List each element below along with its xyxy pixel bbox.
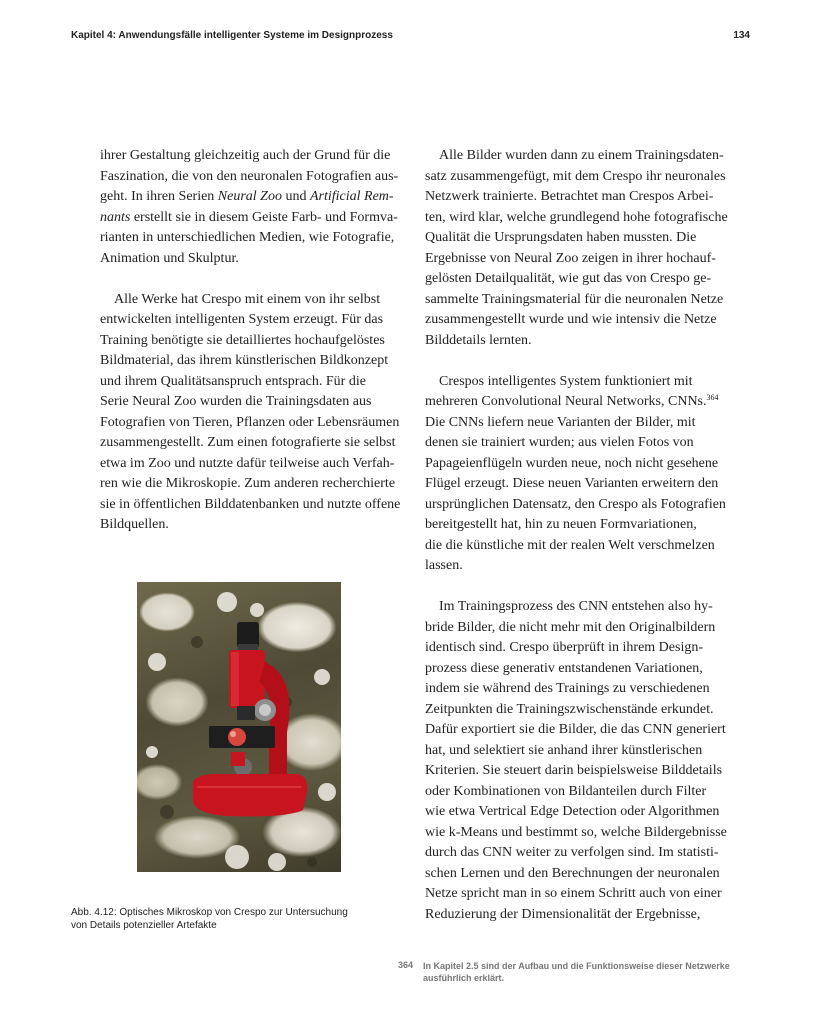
text-line: mehreren Convolutional Neural Networks, CNNs.$^{364}$ xyxy=(425,393,719,409)
text-line: Ergebnisse von Neural Zoo zeigen in ihrer hochauf- xyxy=(425,250,716,266)
text-line: Bilddetails lernten. xyxy=(425,332,532,348)
text-line: Training benötigte sie detailliertes hochaufgelöstes xyxy=(100,332,385,348)
italic-series-title: nants xyxy=(100,209,131,225)
text-run: erstellt sie in diesem Geiste Farb- und Formva- xyxy=(130,209,398,225)
footnote-line: ausführlich erklärt. xyxy=(423,973,505,983)
text-run: und xyxy=(281,189,310,204)
microscope-photo xyxy=(137,582,341,872)
footnote-reference[interactable]: 364 xyxy=(706,393,719,402)
text-line: bereitgestellt hat, hin zu neuen Formvariationen, xyxy=(425,517,697,532)
text-line: schen Lernen und den Berechnungen der neuronalen xyxy=(425,865,720,881)
caption-line: von Details potenzieller Artefakte xyxy=(71,920,217,931)
text-line: wie etwa Vertrical Edge Detection oder Algorithmen xyxy=(425,804,720,819)
text-line: Im Trainingsprozess des CNN entstehen also hy- xyxy=(439,599,713,614)
text-line: Bildquellen. xyxy=(100,517,169,532)
text-line: die die künstliche mit der realen Welt verschmelzen xyxy=(425,537,715,553)
text-line: lassen. xyxy=(425,558,463,573)
paragraph xyxy=(100,290,405,536)
text-line: Zeitpunkten die Trainingszwischenstände erkundet. xyxy=(425,701,714,717)
text-line: Netze spricht man in so einem Schritt auch von einer xyxy=(425,886,722,901)
footnote-number: 364 xyxy=(398,960,414,970)
text-line: hat, und selektiert sie anhand ihrer künstlerischen xyxy=(425,742,703,758)
paragraph xyxy=(425,146,740,351)
text-line: etwa im Zoo und nutzte dafür teilweise auch Verfah- xyxy=(100,455,395,471)
text-line: Alle Werke hat Crespo mit einem von ihr selbst xyxy=(114,291,381,307)
italic-series-title: Artificial Rem- xyxy=(309,189,394,204)
text-line: bride Bilder, die nicht mehr mit den Originalbildern xyxy=(425,619,716,635)
text-line xyxy=(100,187,405,208)
text-line: entwickelten intelligenten System erzeugt. Für das xyxy=(100,312,384,327)
text-line: sie in öffentlichen Bilddatenbanken und nutzte offene xyxy=(100,496,401,512)
text-line: Serie Neural Zoo wurden die Trainingsdaten aus xyxy=(100,394,372,409)
text-line: sammelte Trainingsmaterial für die neuronalen Netze xyxy=(425,291,724,307)
text-line: Flügel erzeugt. Diese neuen Varianten erweitern den xyxy=(425,476,719,491)
text-line: zusammengestellt wurde und wie intensiv die Netze xyxy=(425,312,717,327)
figure-caption xyxy=(71,906,391,932)
text-line: Kriterien. Sie steuert darin beispielsweise Bilddetails xyxy=(425,763,723,778)
right-text-column xyxy=(425,146,740,925)
text-line: rianten in unterschiedlichen Medien, wie Fotografie, xyxy=(100,230,395,245)
text-line: gelösten Detailqualität, wie gut das von Crespo ge- xyxy=(425,271,712,286)
text-line: Qualität die Ursprungsdaten haben mussten. Die xyxy=(425,230,697,245)
text-line: ten, wird klar, welche grundlegend hohe fotografische xyxy=(425,209,728,225)
text-line: und ihrem Qualitätsanspruch entsprach. Für die xyxy=(100,373,366,389)
text-line: Reduzierung der Dimensionalität der Ergebnisse, xyxy=(425,906,701,922)
text-line: Dafür exportiert sie die Bilder, die das CNN generiert xyxy=(425,722,726,737)
text-line: Animation und Skulptur. xyxy=(100,250,239,266)
text-line: durch das CNN weiter zu verfolgen sind. Im statisti- xyxy=(425,845,719,860)
text-line: Alle Bilder wurden dann zu einem Trainingsdaten- xyxy=(439,148,724,163)
text-line: prozess diese generativ entstandenen Variationen, xyxy=(425,660,703,676)
text-line: Fotografien von Tieren, Pflanzen oder Lebensräumen xyxy=(100,414,400,430)
text-line: zusammengestellt. Zum einen fotografierte sie selbst xyxy=(100,435,396,450)
text-run: geht. In ihren Serien xyxy=(100,189,218,204)
paragraph xyxy=(100,146,405,269)
caption-line: Abb. 4.12: Optisches Mikroskop von Crespo zur Untersuchung xyxy=(71,907,348,918)
text-line xyxy=(100,208,405,229)
text-line: satz zusammengefügt, mit dem Crespo ihr neuronales xyxy=(425,168,726,184)
text-line: Faszination, die von den neuronalen Fotografien aus- xyxy=(100,168,399,184)
footnote-line: In Kapitel 2.5 sind der Aufbau und die Funktionsweise dieser Netzwerke xyxy=(423,961,730,971)
text-line: Die CNNs liefern neue Varianten der Bilder, mit xyxy=(425,414,696,430)
text-line: ren wie die Mikroskopie. Zum anderen recherchierte xyxy=(100,476,396,491)
footnote-text xyxy=(423,960,753,984)
microscope-illustration xyxy=(137,582,341,872)
text-line: indem sie während des Trainings zu verschiedenen xyxy=(425,681,710,696)
text-line: Papageienflügeln wurden neue, noch nicht gesehene xyxy=(425,455,719,471)
text-line: Crespos intelligentes System funktioniert mit xyxy=(439,373,693,389)
text-line: identisch sind. Crespo überprüft in ihrem Design- xyxy=(425,640,704,655)
paragraph xyxy=(425,372,740,577)
text-line: ursprünglichen Datensatz, den Crespo als Fotografien xyxy=(425,496,726,512)
text-line: oder Kombinationen von Bildanteilen durch Filter xyxy=(425,783,707,799)
text-line: Bildmaterial, das ihrem künstlerischen Bildkonzept xyxy=(100,353,389,368)
page-number: 134 xyxy=(733,30,750,41)
text-line: Netzwerk trainierte. Betrachtet man Crespos Arbei- xyxy=(425,189,714,204)
left-text-column xyxy=(100,146,405,536)
paragraph xyxy=(425,597,740,925)
text-line: ihrer Gestaltung gleichzeitig auch der Grund für die xyxy=(100,148,391,163)
italic-series-title: Neural Zoo xyxy=(217,189,282,204)
text-line: wie k-Means und bestimmt so, welche Bildergebnisse xyxy=(425,824,727,840)
text-line: denen sie trainiert wurden; aus vielen Fotos von xyxy=(425,435,694,450)
running-header-title: Kapitel 4: Anwendungsfälle intelligenter Systeme im Designprozess xyxy=(71,30,393,41)
